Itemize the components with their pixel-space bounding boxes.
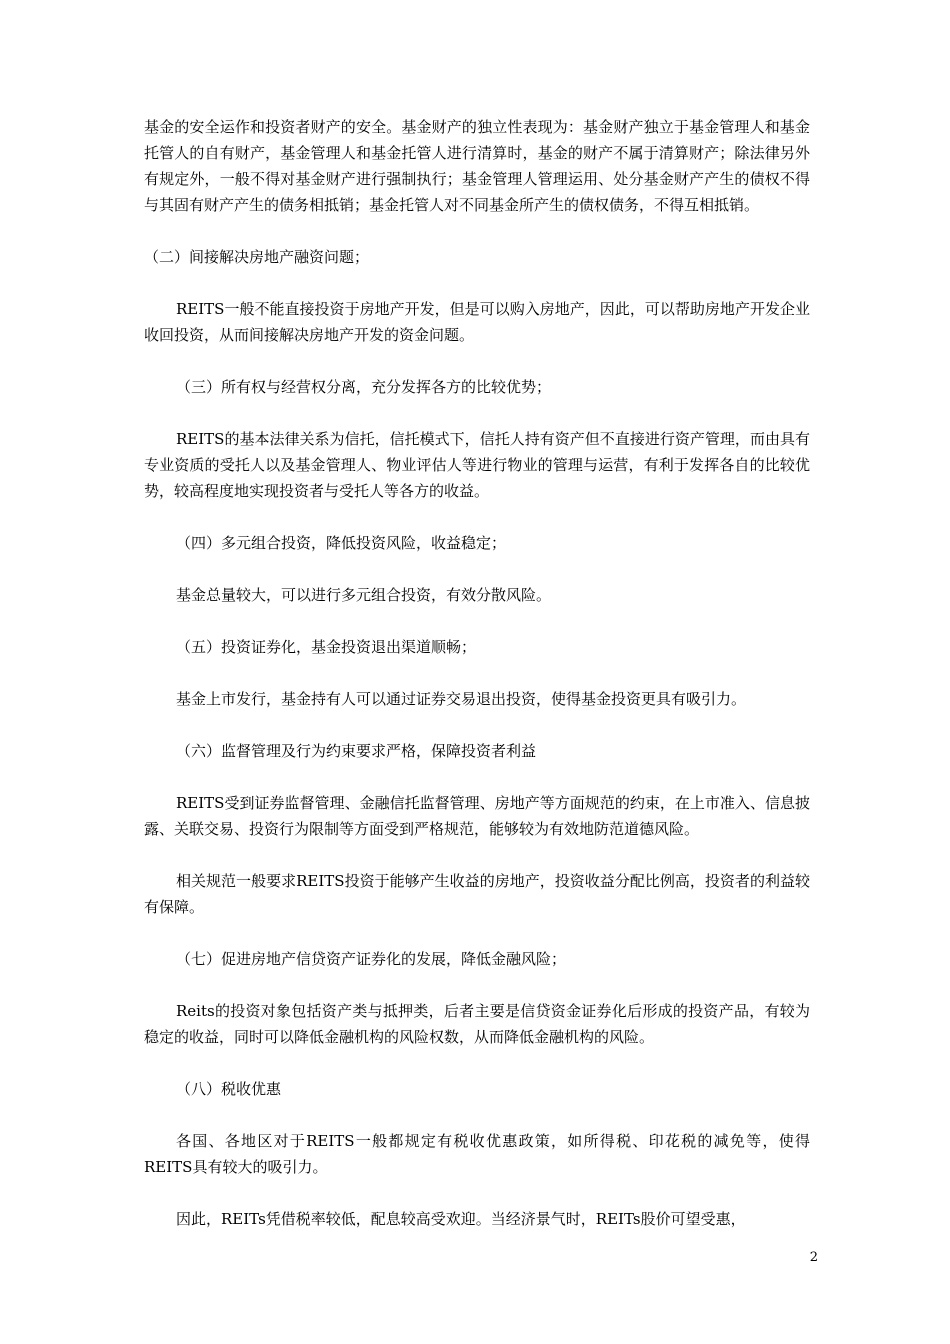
paragraph-indirect-financing: REITS一般不能直接投资于房地产开发，但是可以购入房地产，因此，可以帮助房地产开发企业收回投资，从而间接解决房地产开发的资金问题。 [144,300,810,344]
paragraph-diversified-investment: 基金总量较大，可以进行多元组合投资，有效分散风险。 [176,586,552,604]
paragraph-income-distribution: 相关规范一般要求REITS投资于能够产生收益的房地产，投资收益分配比例高，投资者的利益较有保障。 [144,872,810,916]
section-heading-5: （五）投资证券化，基金投资退出渠道顺畅； [176,638,477,656]
section-heading-4: （四）多元组合投资，降低投资风险，收益稳定； [176,534,507,552]
paragraph-tax-incentives: 各国、各地区对于REITS一般都规定有税收优惠政策，如所得税、印花税的减免等，使得REITS具有较大的吸引力。 [144,1132,810,1176]
page-number: 2 [809,1250,818,1265]
section-heading-8: （八）税收优惠 [176,1080,282,1098]
section-heading-2: （二）间接解决房地产融资问题； [144,248,370,266]
paragraph-listing-exit: 基金上市发行，基金持有人可以通过证券交易退出投资，使得基金投资更具有吸引力。 [176,690,747,708]
paragraph-fund-property-independence: 基金的安全运作和投资者财产的安全。基金财产的独立性表现为：基金财产独立于基金管理人和基金托管人的自有财产，基金管理人和基金托管人进行清算时，基金的财产不属于清算财产；除法律另外有规定外，一般不得对基金财产进行强制执行；基金管理人管理运用、处分基金财产产生的债权不得与其固有财产产生的债务相抵销；基金托管人对不同基金所产生的债权债务，不得互相抵销。 [144,118,810,214]
paragraph-regulatory-constraints: REITS受到证券监督管理、金融信托监督管理、房地产等方面规范的约束，在上市准入、信息披露、关联交易、投资行为限制等方面受到严格规范，能够较为有效地防范道德风险。 [144,794,810,838]
paragraph-trust-relationship: REITS的基本法律关系为信托，信托模式下，信托人持有资产但不直接进行资产管理，而由具有专业资质的受托人以及基金管理人、物业评估人等进行物业的管理与运营，有利于发挥各自的比较优势，较高程度地实现投资者与受托人等各方的收益。 [144,430,810,500]
paragraph-credit-securitization: Reits的投资对象包括资产类与抵押类，后者主要是信贷资金证券化后形成的投资产品，有较为稳定的收益，同时可以降低金融机构的风险权数，从而降低金融机构的风险。 [144,1002,810,1046]
section-heading-6: （六）监督管理及行为约束要求严格，保障投资者利益 [176,742,537,760]
paragraph-conclusion: 因此，REITs凭借税率较低，配息较高受欢迎。当经济景气时，REITs股价可望受惠， [176,1210,746,1228]
section-heading-3: （三）所有权与经营权分离，充分发挥各方的比较优势； [176,378,552,396]
section-heading-7: （七）促进房地产信贷资产证券化的发展，降低金融风险； [176,950,567,968]
document-body [144,114,810,1258]
